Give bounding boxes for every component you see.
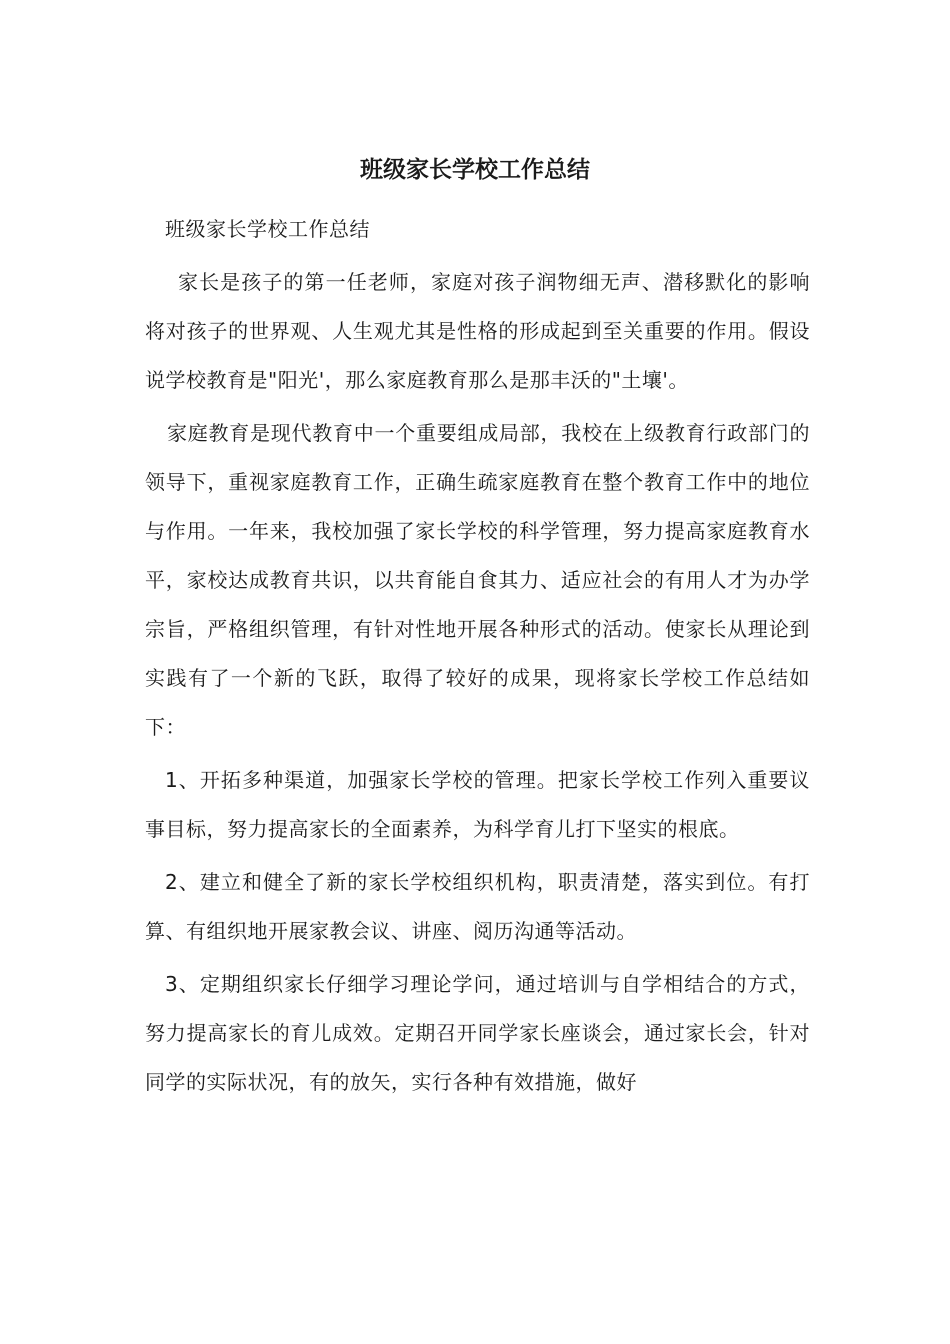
document-body [145, 205, 810, 1111]
paragraph-overview: 家庭教育是现代教育中一个重要组成局部，我校在上级教育行政部门的领导下，重视家庭教育工作，正确生疏家庭教育在整个教育工作中的地位与作用。一年来，我校加强了家长学校的科学管理，努力提高家庭教育水平，家校达成教育共识，以共育能自食其力、适应社会的有用人才为办学宗旨，严格组织管理，有针对性地开展各种形式的活动。使家长从理论到实践有了一个新的飞跃，取得了较好的成果，现将家长学校工作总结如下： [145, 421, 810, 739]
paragraph-item-1: 1、开拓多种渠道，加强家长学校的管理。把家长学校工作列入重要议事目标，努力提高家长的全面素养，为科学育儿打下坚实的根底。 [145, 768, 810, 841]
paragraph-item-2: 2、建立和健全了新的家长学校组织机构，职责清楚，落实到位。有打算、有组织地开展家教会议、讲座、阅历沟通等活动。 [145, 870, 810, 943]
paragraph-intro: 家长是孩子的第一任老师，家庭对孩子润物细无声、潜移默化的影响将对孩子的世界观、人生观尤其是性格的形成起到至关重要的作用。假设说学校教育是"阳光'，那么家庭教育那么是那丰沃的"土壤'。 [145, 270, 810, 392]
document-title: 班级家长学校工作总结 [360, 156, 590, 183]
paragraph-subtitle: 班级家长学校工作总结 [165, 217, 370, 241]
paragraph-item-3: 3、定期组织家长仔细学习理论学问，通过培训与自学相结合的方式，努力提高家长的育儿成效。定期召开同学家长座谈会，通过家长会，针对同学的实际状况，有的放矢，实行各种有效措施，做好 [145, 972, 810, 1094]
